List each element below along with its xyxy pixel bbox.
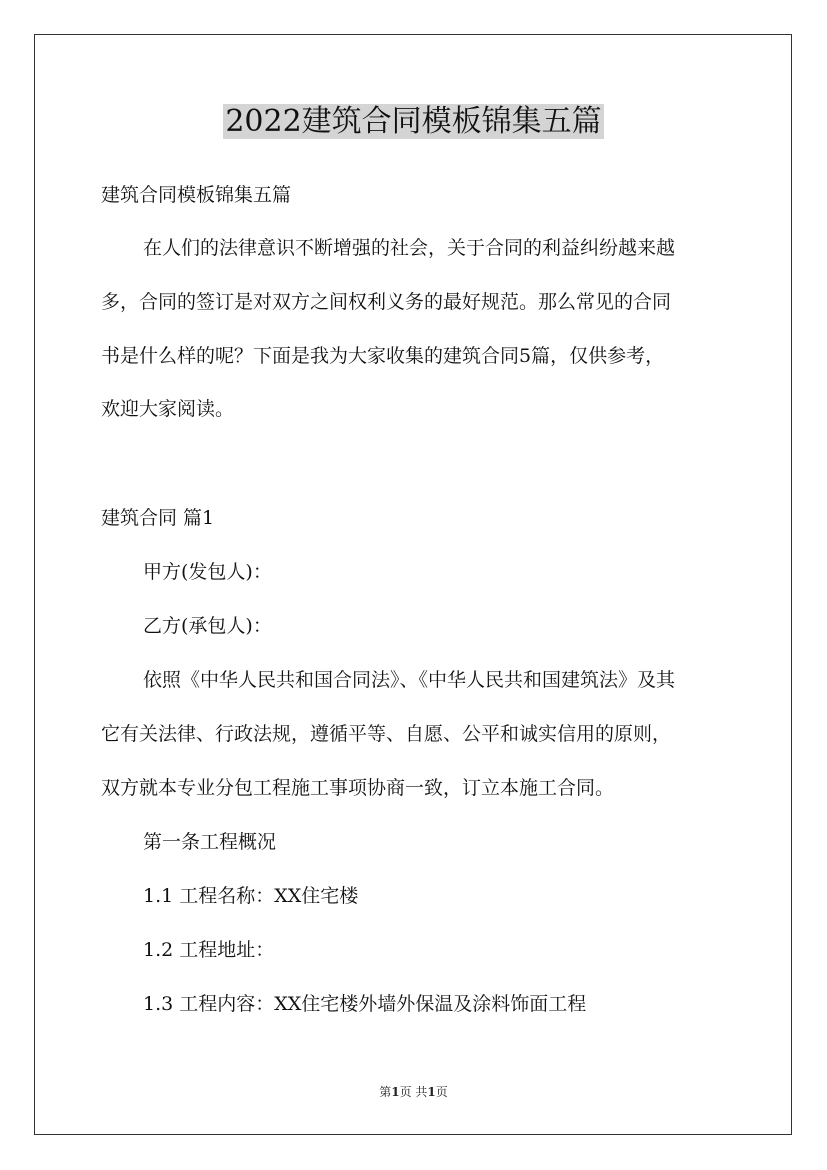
project-item: 1.1 工程名称：XX住宅楼 <box>143 885 359 907</box>
basis-line: 双方就本专业分包工程施工事项协商一致，订立本施工合同。 <box>101 777 615 799</box>
basis-line: 它有关法律、行政法规，遵循平等、自愿、公平和诚实信用的原则， <box>101 723 672 745</box>
intro-line: 多，合同的签订是对双方之间权利义务的最好规范。那么常见的合同 <box>101 291 672 313</box>
party-b-line: 乙方(承包人)： <box>143 615 272 637</box>
project-item: 1.2 工程地址： <box>143 939 275 961</box>
document-title: 2022建筑合同模板锦集五篇 <box>225 104 602 139</box>
page-footer: 第1页 共1页 <box>379 1085 448 1099</box>
intro-line: 书是什么样的呢？下面是我为大家收集的建筑合同5篇，仅供参考， <box>101 345 665 367</box>
party-a-line: 甲方(发包人)： <box>143 561 272 583</box>
document-subtitle: 建筑合同模板锦集五篇 <box>101 184 292 206</box>
intro-line: 在人们的法律意识不断增强的社会，关于合同的利益纠纷越来越 <box>143 237 676 259</box>
section-heading: 建筑合同 篇1 <box>101 507 215 529</box>
basis-line: 依照《中华人民共和国合同法》、《中华人民共和国建筑法》及其 <box>143 669 676 691</box>
project-item: 1.3 工程内容：XX住宅楼外墙外保温及涂料饰面工程 <box>143 993 587 1015</box>
article-heading: 第一条工程概况 <box>143 831 277 853</box>
intro-line: 欢迎大家阅读。 <box>101 398 235 420</box>
